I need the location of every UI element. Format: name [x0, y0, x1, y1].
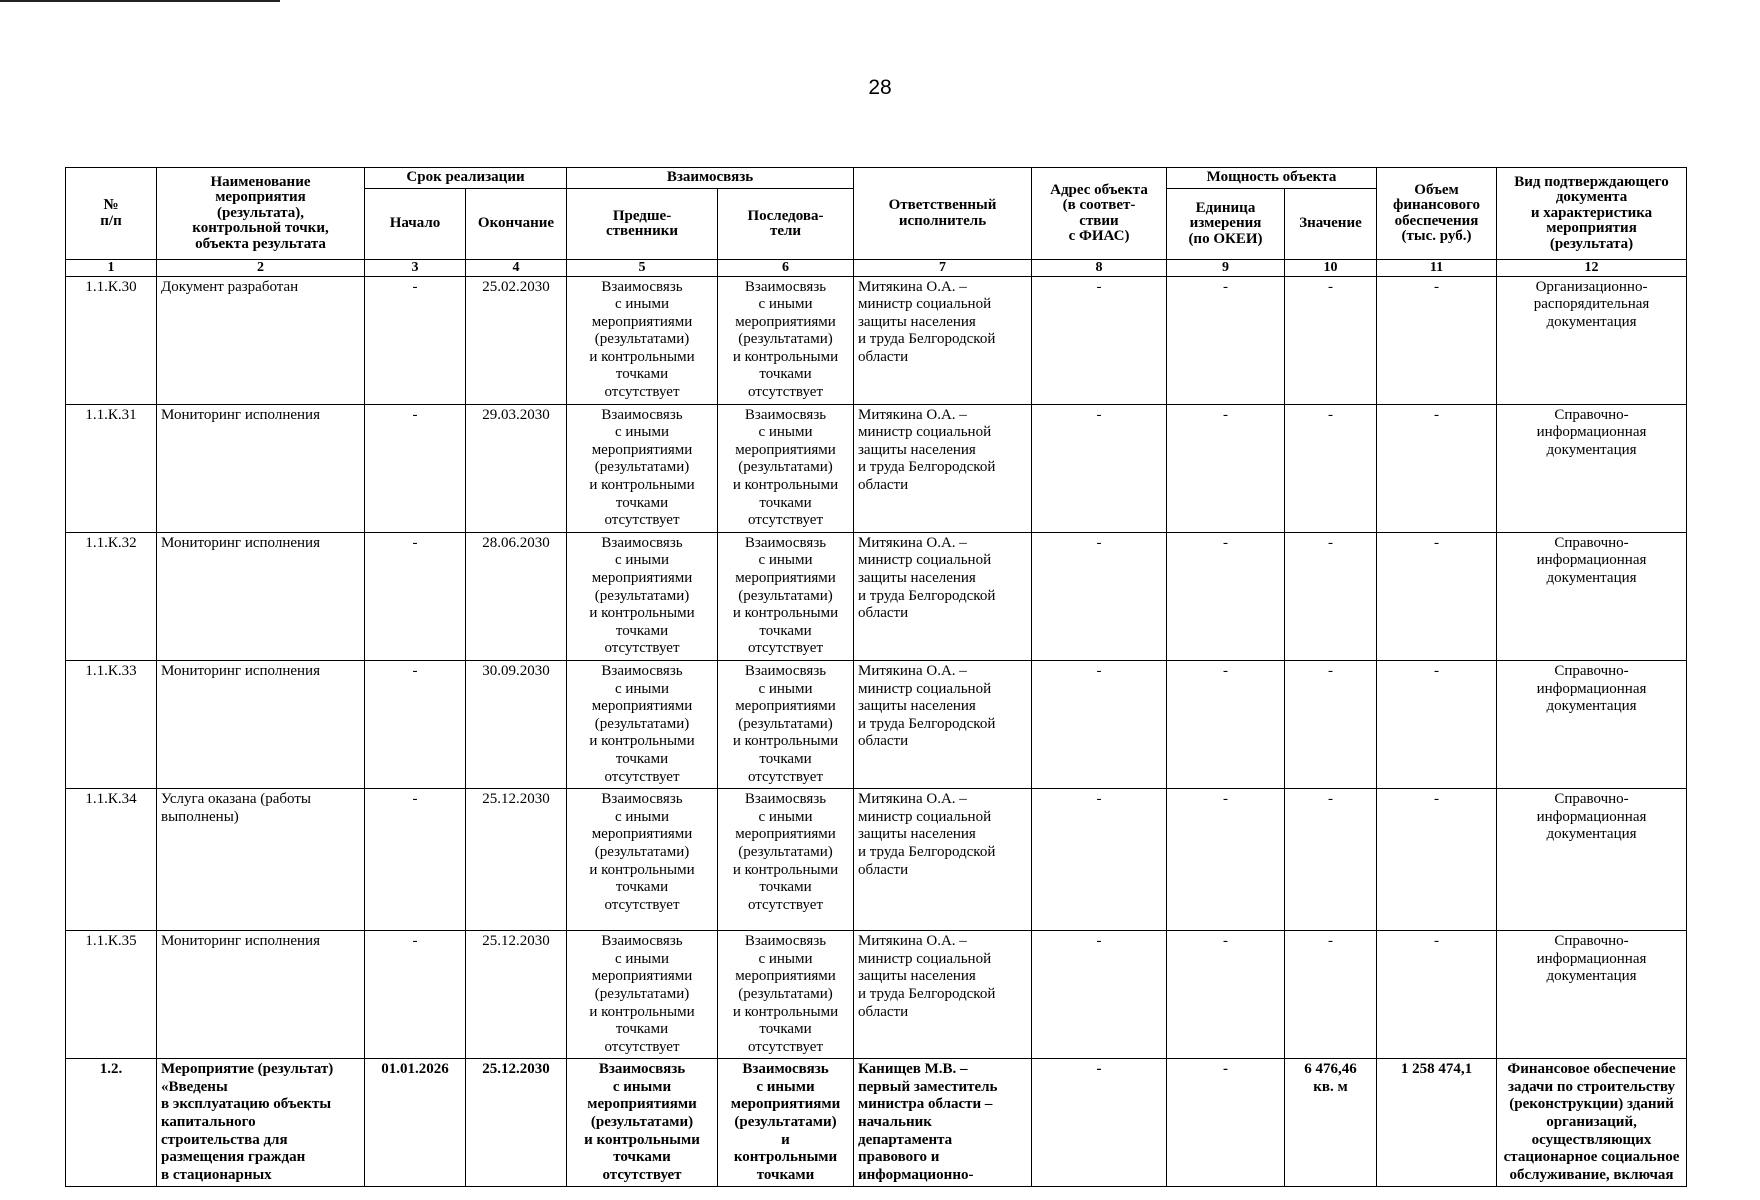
row-address: -	[1032, 532, 1167, 660]
row-executor: Митякина О.А. – министр социальной защиты населения и труда Белгородской области	[854, 931, 1032, 1059]
header-period: Срок реализации	[365, 168, 567, 189]
row-doc-type: Справочно- информационная документация	[1497, 789, 1687, 931]
row-num: 1.1.К.31	[66, 404, 157, 532]
row-address: -	[1032, 276, 1167, 404]
row-num: 1.2.	[66, 1059, 157, 1187]
column-number: 5	[567, 260, 718, 277]
row-volume: -	[1377, 276, 1497, 404]
row-address: -	[1032, 1059, 1167, 1187]
row-name: Мониторинг исполнения	[157, 660, 365, 788]
row-predecessors: Взаимосвязь с иными мероприятиями (результатами) и контрольными точками отсутствует	[567, 660, 718, 788]
header-predecessors: Предше- ственники	[567, 189, 718, 260]
measures-table	[65, 167, 1687, 1187]
scan-artifact-line	[0, 0, 280, 2]
row-doc-type: Справочно- информационная документация	[1497, 931, 1687, 1059]
row-successors: Взаимосвязь с иными мероприятиями (результатами) и контрольными точками	[718, 1059, 854, 1187]
row-end: 25.02.2030	[466, 276, 567, 404]
column-number: 10	[1285, 260, 1377, 277]
row-doc-type: Справочно- информационная документация	[1497, 404, 1687, 532]
row-num: 1.1.К.34	[66, 789, 157, 931]
row-name: Мониторинг исполнения	[157, 404, 365, 532]
column-number: 12	[1497, 260, 1687, 277]
row-address: -	[1032, 931, 1167, 1059]
row-value: -	[1285, 404, 1377, 532]
row-doc-type: Организационно- распорядительная документация	[1497, 276, 1687, 404]
row-executor: Митякина О.А. – министр социальной защиты населения и труда Белгородской области	[854, 660, 1032, 788]
row-successors: Взаимосвязь с иными мероприятиями (результатами) и контрольными точками отсутствует	[718, 660, 854, 788]
header-address: Адрес объекта (в соответ- ствии с ФИАС)	[1032, 168, 1167, 260]
row-unit: -	[1167, 404, 1285, 532]
row-name: Мониторинг исполнения	[157, 532, 365, 660]
row-value: -	[1285, 660, 1377, 788]
row-unit: -	[1167, 532, 1285, 660]
row-successors: Взаимосвязь с иными мероприятиями (результатами) и контрольными точками отсутствует	[718, 276, 854, 404]
row-name: Документ разработан	[157, 276, 365, 404]
row-predecessors: Взаимосвязь с иными мероприятиями (результатами) и контрольными точками отсутствует	[567, 1059, 718, 1187]
row-end: 25.12.2030	[466, 1059, 567, 1187]
header-name: Наименование мероприятия (результата), контрольной точки, объекта результата	[157, 168, 365, 260]
row-successors: Взаимосвязь с иными мероприятиями (результатами) и контрольными точками отсутствует	[718, 404, 854, 532]
row-doc-type: Финансовое обеспечение задачи по строительству (реконструкции) зданий организаций, осуществляющих стационарное социальное обслуживание, включая	[1497, 1059, 1687, 1187]
table-row	[66, 404, 1687, 532]
row-num: 1.1.К.32	[66, 532, 157, 660]
row-start: -	[365, 276, 466, 404]
row-start: -	[365, 660, 466, 788]
row-value: -	[1285, 789, 1377, 931]
row-unit: -	[1167, 660, 1285, 788]
table-row	[66, 1059, 1687, 1187]
row-volume: -	[1377, 660, 1497, 788]
table-row	[66, 276, 1687, 404]
row-end: 25.12.2030	[466, 931, 567, 1059]
header-volume: Объем финансового обеспечения (тыс. руб.)	[1377, 168, 1497, 260]
column-number: 9	[1167, 260, 1285, 277]
header-num: № п/п	[66, 168, 157, 260]
row-executor: Митякина О.А. – министр социальной защиты населения и труда Белгородской области	[854, 532, 1032, 660]
row-doc-type: Справочно- информационная документация	[1497, 660, 1687, 788]
row-value: -	[1285, 276, 1377, 404]
header-unit: Единица измерения (по ОКЕИ)	[1167, 189, 1285, 260]
row-predecessors: Взаимосвязь с иными мероприятиями (результатами) и контрольными точками отсутствует	[567, 276, 718, 404]
row-end: 29.03.2030	[466, 404, 567, 532]
table-row	[66, 660, 1687, 788]
row-executor: Митякина О.А. – министр социальной защиты населения и труда Белгородской области	[854, 276, 1032, 404]
row-num: 1.1.К.35	[66, 931, 157, 1059]
row-predecessors: Взаимосвязь с иными мероприятиями (результатами) и контрольными точками отсутствует	[567, 532, 718, 660]
row-start: -	[365, 532, 466, 660]
row-end: 30.09.2030	[466, 660, 567, 788]
row-volume: -	[1377, 931, 1497, 1059]
row-successors: Взаимосвязь с иными мероприятиями (результатами) и контрольными точками отсутствует	[718, 789, 854, 931]
column-number: 1	[66, 260, 157, 277]
row-executor: Митякина О.А. – министр социальной защиты населения и труда Белгородской области	[854, 789, 1032, 931]
row-address: -	[1032, 404, 1167, 532]
row-executor: Митякина О.А. – министр социальной защиты населения и труда Белгородской области	[854, 404, 1032, 532]
row-start: 01.01.2026	[365, 1059, 466, 1187]
row-name: Услуга оказана (работы выполнены)	[157, 789, 365, 931]
column-number: 8	[1032, 260, 1167, 277]
row-volume: -	[1377, 789, 1497, 931]
row-executor: Канищев М.В. – первый заместитель министра области – начальник департамента правового и информационно-	[854, 1059, 1032, 1187]
header-executor: Ответственный исполнитель	[854, 168, 1032, 260]
row-predecessors: Взаимосвязь с иными мероприятиями (результатами) и контрольными точками отсутствует	[567, 404, 718, 532]
row-num: 1.1.К.30	[66, 276, 157, 404]
row-name: Мероприятие (результат) «Введены в эксплуатацию объекты капитального строительства для размещения граждан в стационарных	[157, 1059, 365, 1187]
column-number: 11	[1377, 260, 1497, 277]
row-num: 1.1.К.33	[66, 660, 157, 788]
row-value: -	[1285, 532, 1377, 660]
row-successors: Взаимосвязь с иными мероприятиями (результатами) и контрольными точками отсутствует	[718, 532, 854, 660]
header-value: Значение	[1285, 189, 1377, 260]
header-doc-type: Вид подтверждающего документа и характеристика мероприятия (результата)	[1497, 168, 1687, 260]
header-capacity: Мощность объекта	[1167, 168, 1377, 189]
row-start: -	[365, 789, 466, 931]
column-number: 3	[365, 260, 466, 277]
page-number: 28	[868, 76, 892, 99]
row-unit: -	[1167, 931, 1285, 1059]
row-start: -	[365, 931, 466, 1059]
row-volume: -	[1377, 404, 1497, 532]
row-predecessors: Взаимосвязь с иными мероприятиями (результатами) и контрольными точками отсутствует	[567, 931, 718, 1059]
row-unit: -	[1167, 789, 1285, 931]
column-number: 2	[157, 260, 365, 277]
row-volume: -	[1377, 532, 1497, 660]
header-relation: Взаимосвязь	[567, 168, 854, 189]
row-address: -	[1032, 789, 1167, 931]
row-unit: -	[1167, 1059, 1285, 1187]
row-unit: -	[1167, 276, 1285, 404]
row-value: -	[1285, 931, 1377, 1059]
row-start: -	[365, 404, 466, 532]
column-number: 7	[854, 260, 1032, 277]
row-predecessors: Взаимосвязь с иными мероприятиями (результатами) и контрольными точками отсутствует	[567, 789, 718, 931]
header-start: Начало	[365, 189, 466, 260]
row-doc-type: Справочно- информационная документация	[1497, 532, 1687, 660]
column-number: 4	[466, 260, 567, 277]
column-number: 6	[718, 260, 854, 277]
row-name: Мониторинг исполнения	[157, 931, 365, 1059]
row-volume: 1 258 474,1	[1377, 1059, 1497, 1187]
table-row	[66, 931, 1687, 1059]
row-value: 6 476,46 кв. м	[1285, 1059, 1377, 1187]
table-row	[66, 532, 1687, 660]
row-end: 28.06.2030	[466, 532, 567, 660]
header-successors: Последова- тели	[718, 189, 854, 260]
row-address: -	[1032, 660, 1167, 788]
table-row	[66, 789, 1687, 931]
row-end: 25.12.2030	[466, 789, 567, 931]
row-successors: Взаимосвязь с иными мероприятиями (результатами) и контрольными точками отсутствует	[718, 931, 854, 1059]
header-end: Окончание	[466, 189, 567, 260]
